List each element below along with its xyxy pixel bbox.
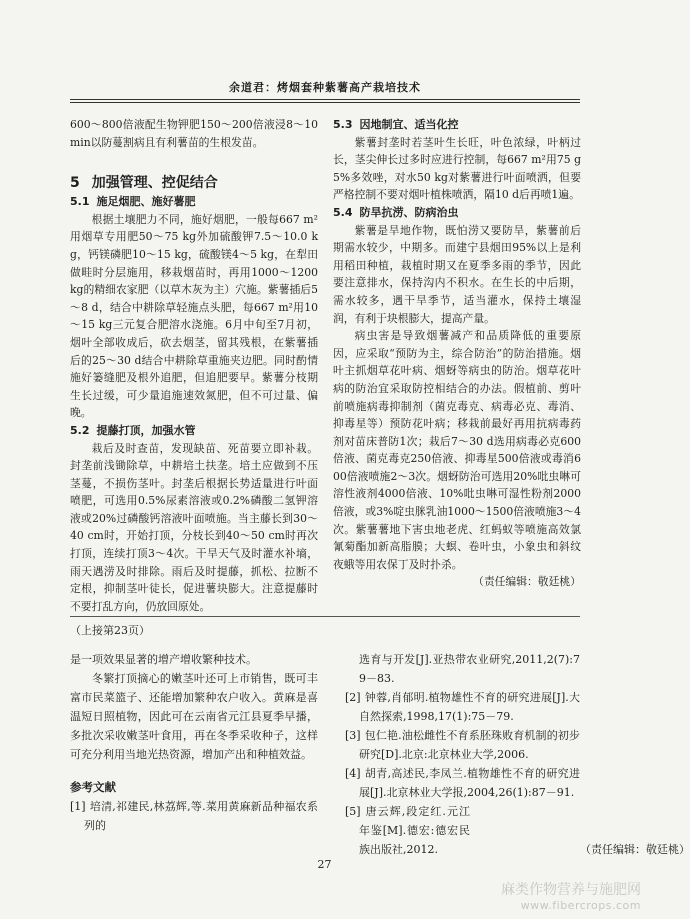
subsection-number: 5.1 — [70, 195, 90, 209]
header-rule — [70, 99, 580, 103]
reference-number: [4] — [345, 767, 361, 780]
subsection-title: 提藤打顶，加强水管 — [96, 423, 196, 437]
paragraph: 栽后及时查苗，发现缺苗、死苗要立即补栽。封垄前浅锄除草，中耕培土扶垄。培土应做到不压茎蔓，不损伤茎叶。封垄后根据长势适量进行叶面喷肥，可选用0.5%尿素溶液或0.2%磷酸二氢钾溶液或20%过磷酸钙溶液叶面喷施。当主藤长到30～40 cm时，开始打顶，分枝长到40～50 cm时再次打顶，连续打顶3～4次。干旱天气及时灌水补墒，雨天遇涝及时排除。雨后及时提藤，抓松、拉断不定根，抑制茎叶徒长，促进薯块膨大。注意提藤时不要打乱方向，仍放回原处。 — [70, 441, 318, 613]
reference-item — [345, 764, 580, 802]
reference-text: 培清,祁建民,林荔辉,等.菜用黄麻新品种福农系列的 — [84, 800, 318, 832]
running-header: 余道君：烤烟套种紫薯高产栽培技术 — [229, 81, 421, 94]
references-title: 参考文献 — [70, 780, 116, 794]
reference-number: [3] — [345, 729, 361, 742]
paragraph: 根据土壤肥力不同，施好烟肥，一般每667 m²用烟草专用肥50～75 kg外加硫酸钾7.5～10.0 kg，钙镁磷肥10～15 kg，硫酸镁4～5 kg，在犁田做畦时分层施用，移栽烟苗时，再用1000～1200 kg的精细农家肥（以草木灰为主）穴施。紫薯插后5～8 d，结合中耕除草轻施点头肥，每667 m²用10～15 kg三元复合肥溶水浇施。6月中旬至7月初，烟叶全部收成后，砍去烟茎，留其残根，在紫薯插后的25～30 d结合中耕除草重施夹边肥。同时酌情施好篓缝肥及根外追肥，但追肥要早。紫薯分枝期生长过缓，可少量追施速效氮肥，但不可过量、偏晚。 — [70, 212, 318, 420]
editor-credit: （责任编辑：敬廷桃） — [580, 843, 690, 856]
reference-text: 唐云辉,段定红.元江年鉴[M].德宏:德宏民族出版社,2012. — [359, 805, 470, 856]
subsection-title: 因地制宜、适当化控 — [359, 118, 459, 131]
subsection-number: 5.4 — [333, 205, 353, 219]
continued-right-column — [345, 650, 690, 856]
continued-left-column — [70, 650, 318, 830]
subsection-5-4-heading — [333, 204, 581, 222]
reference-text: 包仁艳.油松雌性不育系胚珠败育机制的初步研究[D].北京:北京林业大学,2006. — [359, 729, 580, 761]
paragraph: 是一项效果显著的增产增收繁种技术。 — [70, 653, 257, 666]
reference-item — [70, 797, 318, 835]
subsection-5-2-heading — [70, 422, 318, 440]
reference-continuation: 选育与开发[J].亚热带农业研究,2011,2(7):79－83. — [359, 653, 580, 685]
subsection-title: 施足烟肥、施好薯肥 — [96, 195, 196, 209]
reference-item — [345, 688, 580, 726]
intro-paragraph: 600～800倍液配生物钾肥150～200倍液浸8～10 min以防蔓割病且有利薯苗的生根发苗。 — [70, 118, 318, 149]
watermark-site-name: 麻类作物营养与施肥网 — [501, 882, 641, 898]
paragraph: 冬繁打顶摘心的嫩茎叶还可上市销售，既可丰富市民菜篮子、还能增加繁种农户收入。黄麻是喜温短日照植物，因此可在云南省元江县夏季早播，多批次采收嫩茎叶食用，再在冬季采收种子，这样可充分利用当地光热资源，增加产出和种植效益。 — [70, 672, 318, 761]
reference-number: [2] — [345, 691, 361, 704]
subsection-number: 5.3 — [333, 118, 353, 131]
watermark-url: www.fibercrops.com — [520, 899, 641, 912]
section-divider — [70, 616, 580, 617]
reference-text: 钟蓉,肖郁明.植物雄性不育的研究进展[J].大自然探索,1998,17(1):75－79. — [359, 691, 580, 723]
editor-credit: （责任编辑：敬廷桃） — [473, 575, 581, 589]
section-title: 加强管理、控促结合 — [91, 175, 218, 192]
watermark — [501, 881, 641, 913]
section-5-heading — [70, 173, 318, 193]
page-number: 27 — [317, 858, 332, 871]
subsection-number: 5.2 — [70, 423, 90, 437]
reference-item — [345, 726, 580, 764]
reference-number: [5] — [345, 805, 361, 818]
section-number: 5 — [70, 175, 80, 192]
continued-from-label: （上接第23页） — [70, 624, 150, 637]
reference-item — [345, 802, 690, 859]
paragraph: 病虫害是导致烟薯减产和品质降低的重要原因，应采取“预防为主，综合防治”的防治措施。烟叶主抓烟草花叶病、烟蚜等病虫的防治。烟草花叶病的防治宜采取防控相结合的办法。假植前、剪叶前喷施病毒抑制剂（菌克毒克、病毒必克、毒消、抑毒星等）预防花叶病；移栽前最好再用抗病毒药剂对苗床普防1次；栽后7～30 d选用病毒必克600倍液、菌克毒克250倍液、抑毒星500倍液或毒消600倍液喷施2～3次。烟蚜防治可选用20%吡虫啉可溶性液剂4000倍液、10%吡虫啉可湿性粉剂2000倍液，或3%啶虫脒乳油1000～1500倍液喷施3～4次。紫薯薯地下害虫地老虎、红蚂蚁等喷施高效氯氰菊酯加新高脂膜；大螟、卷叶虫，小象虫和斜纹夜蛾等用农保丁及时扑杀。 — [333, 329, 581, 571]
paragraph: 紫薯封垄时若茎叶生长旺，叶色浓绿，叶柄过长，茎尖伸长过多时应进行控制，每667 m²用75 g5%多效唑，对水50 kg对紫薯进行叶面喷洒，但要严格控制不要对烟叶植株喷洒，隔10 d后再喷1遍。 — [333, 135, 581, 202]
right-column — [333, 116, 581, 589]
subsection-5-3-heading — [333, 116, 581, 134]
paragraph: 紫薯是旱地作物，既怕涝又要防旱，紫薯前后期需水较少，中期多。而建宁县烟田95%以上是利用稻田种植，栽植时期又在夏季多雨的季节，因此要注意排水，保持沟内不积水。在生长的中后期，需水较多，遇干旱季节，适当灌水，保持土壤湿润，有利于块根膨大，提高产量。 — [333, 223, 581, 325]
subsection-title: 防旱抗涝、防病治虫 — [359, 205, 459, 219]
left-column — [70, 116, 318, 613]
subsection-5-1-heading — [70, 193, 318, 211]
reference-text: 胡青,高述民,李凤兰.植物雄性不育的研究进展[J].北京林业大学报,2004,26(1):87－91. — [359, 767, 580, 799]
reference-number: [1] — [70, 800, 86, 813]
